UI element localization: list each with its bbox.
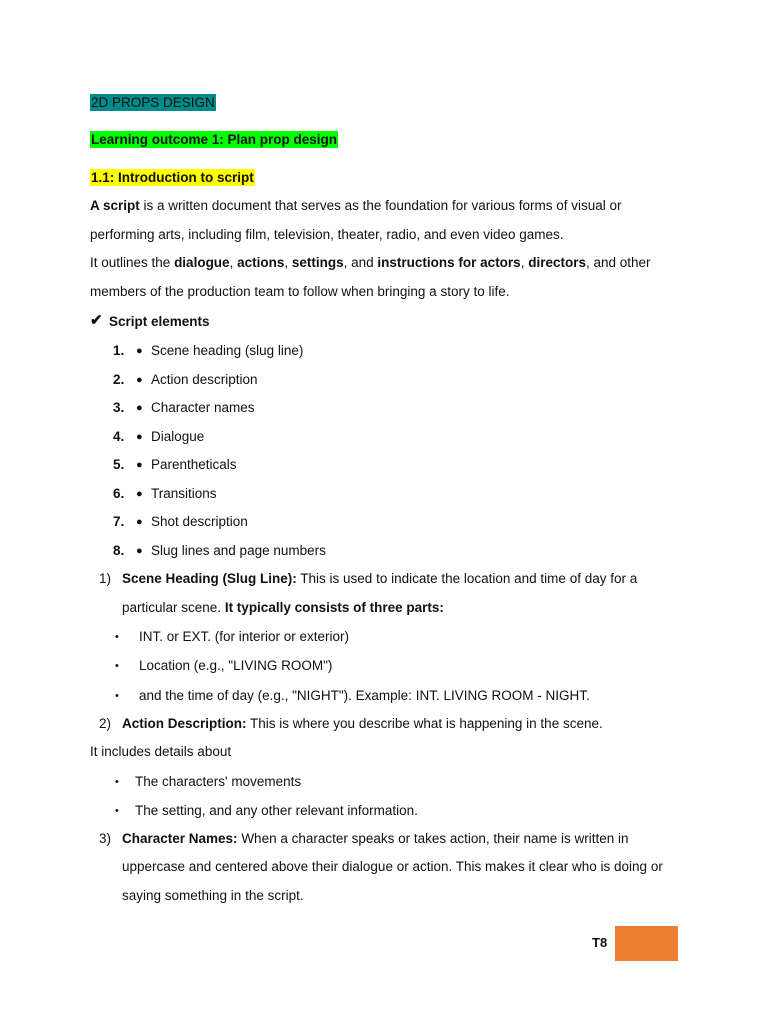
text-span: When a character speaks or takes action, their name is written in — [237, 831, 629, 846]
script-elements-heading: Script elements — [109, 314, 210, 329]
bullet-icon: ● — [136, 431, 143, 443]
list-number: 4. — [113, 429, 125, 444]
bullet-icon: • — [115, 776, 119, 788]
action-description-line — [122, 715, 603, 733]
item-number: 1) — [99, 571, 112, 586]
section-heading — [90, 169, 255, 187]
bold-term: Scene Heading (Slug Line): — [122, 571, 297, 586]
text-span: , — [284, 255, 292, 270]
bold-term: dialogue — [174, 255, 230, 270]
bullet-item: INT. or EXT. (for interior or exterior) — [139, 629, 350, 644]
bold-term: directors — [528, 255, 586, 270]
bullet-icon: ● — [136, 516, 143, 528]
text-span: , — [520, 255, 529, 270]
list-item: Scene heading (slug line) — [151, 343, 304, 358]
character-names-line-1 — [122, 830, 629, 848]
bold-term: actions — [237, 255, 285, 270]
paragraph-2-line-1 — [90, 254, 651, 272]
bullet-icon: • — [115, 805, 119, 817]
scene-heading-line-1 — [122, 570, 637, 588]
scene-heading-line-2 — [122, 599, 444, 617]
list-item: Shot description — [151, 514, 248, 529]
script-term: A script — [90, 198, 140, 213]
item-number: 2) — [99, 716, 112, 731]
learning-outcome-heading — [90, 131, 338, 149]
bullet-item: The setting, and any other relevant information. — [135, 803, 418, 818]
text-span: It outlines the — [90, 255, 175, 270]
list-number: 3. — [113, 400, 125, 415]
list-number: 1. — [113, 343, 125, 358]
text-span: , — [229, 255, 238, 270]
text-span: , and other — [586, 255, 651, 270]
bold-term: instructions for actors — [377, 255, 521, 270]
section-highlight: 1.1: Introduction to script — [91, 170, 254, 185]
bold-term: settings — [291, 255, 344, 270]
paragraph-1-line-2: performing arts, including film, television, theater, radio, and even video games. — [90, 227, 564, 242]
bullet-icon: ● — [136, 545, 143, 557]
bullet-icon: • — [115, 660, 119, 672]
item-number: 3) — [99, 831, 112, 846]
title-highlight: 2D PROPS DESIGN — [91, 95, 215, 110]
bullet-item: The characters' movements — [135, 774, 302, 789]
list-number: 8. — [113, 543, 125, 558]
bold-term: It typically consists of three parts: — [224, 600, 444, 615]
paragraph-1-text: is a written document that serves as the foundation for various forms of visual or — [139, 198, 622, 213]
text-span: , and — [343, 255, 378, 270]
page-footer-box — [615, 926, 678, 961]
action-description-intro: It includes details about — [90, 744, 232, 759]
document-title — [90, 94, 216, 112]
text-span: This is where you describe what is happening in the scene. — [246, 716, 603, 731]
paragraph-1-line-1 — [90, 197, 622, 215]
paragraph-2-line-2: members of the production team to follow when bringing a story to life. — [90, 284, 510, 299]
list-item: Dialogue — [151, 429, 205, 444]
bold-term: Action Description: — [122, 716, 247, 731]
bullet-icon: ● — [136, 402, 143, 414]
bullet-item: Location (e.g., "LIVING ROOM") — [139, 658, 333, 673]
bullet-icon: ● — [136, 374, 143, 386]
page-number-label: T8 — [592, 935, 608, 950]
list-item: Character names — [151, 400, 255, 415]
bullet-item: and the time of day (e.g., "NIGHT"). Example: INT. LIVING ROOM - NIGHT. — [139, 688, 590, 703]
learning-outcome-highlight: Learning outcome 1: Plan prop design — [91, 132, 338, 147]
list-number: 2. — [113, 372, 125, 387]
list-item: Parentheticals — [151, 457, 237, 472]
bullet-icon: ● — [136, 488, 143, 500]
text-span: This is used to indicate the location and time of day for a — [296, 571, 638, 586]
text-span: particular scene. — [122, 600, 225, 615]
character-names-line-2: uppercase and centered above their dialogue or action. This makes it clear who is doing or — [122, 859, 663, 874]
checkmark-icon: ✔ — [90, 312, 103, 329]
list-number: 7. — [113, 514, 125, 529]
list-item: Transitions — [151, 486, 217, 501]
bold-term: Character Names: — [122, 831, 238, 846]
list-number: 6. — [113, 486, 125, 501]
list-number: 5. — [113, 457, 125, 472]
list-item: Action description — [151, 372, 258, 387]
bullet-icon: ● — [136, 459, 143, 471]
bullet-icon: • — [115, 690, 119, 702]
character-names-line-3: saying something in the script. — [122, 888, 304, 903]
bullet-icon: • — [115, 631, 119, 643]
bullet-icon: ● — [136, 345, 143, 357]
list-item: Slug lines and page numbers — [151, 543, 326, 558]
